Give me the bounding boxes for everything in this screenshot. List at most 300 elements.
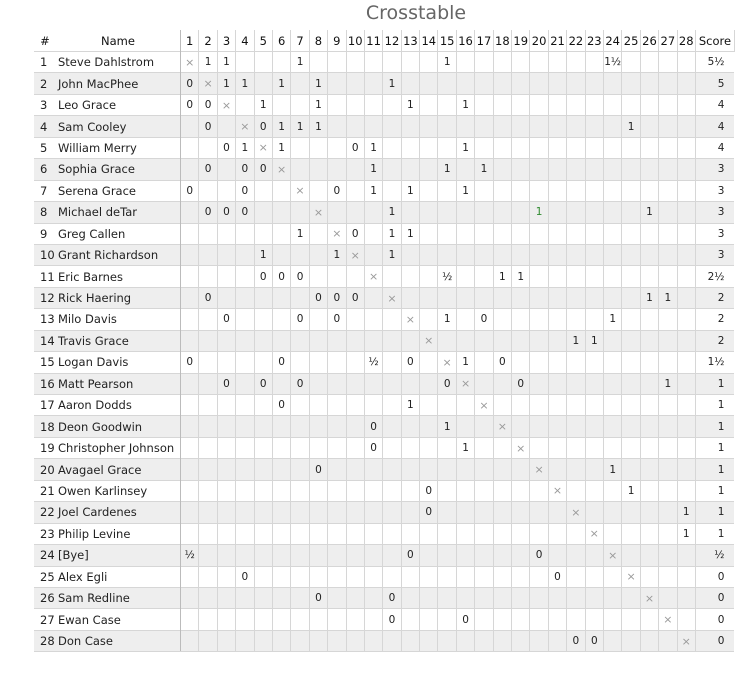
- result-cell: [622, 266, 640, 287]
- player-name[interactable]: Serena Grace: [56, 180, 181, 201]
- result-cell: [677, 223, 695, 244]
- result-cell: [291, 94, 309, 115]
- result-cell: [548, 437, 566, 458]
- result-cell: 0: [236, 180, 254, 201]
- result-cell: [328, 159, 346, 180]
- table-row: [34, 437, 734, 458]
- result-cell: [328, 330, 346, 351]
- result-cell: [383, 566, 401, 587]
- result-cell: [585, 137, 603, 158]
- result-cell: [603, 330, 621, 351]
- result-cell: [622, 52, 640, 73]
- result-cell: 0: [585, 630, 603, 651]
- result-cell: [640, 609, 658, 630]
- result-cell: [420, 373, 438, 394]
- result-cell: [548, 502, 566, 523]
- result-cell: [622, 523, 640, 544]
- result-cell: ×: [309, 202, 327, 223]
- result-cell: [364, 309, 382, 330]
- result-cell: [603, 437, 621, 458]
- result-cell: [677, 266, 695, 287]
- result-cell: [181, 416, 199, 437]
- result-cell: [328, 373, 346, 394]
- result-cell: [640, 244, 658, 265]
- result-cell: [493, 437, 511, 458]
- result-cell: [475, 437, 493, 458]
- result-cell: ×: [659, 609, 677, 630]
- header-col-3: 3: [217, 30, 235, 52]
- result-cell: [530, 223, 548, 244]
- player-number: 5: [34, 137, 56, 158]
- result-cell: [420, 73, 438, 94]
- result-cell: [309, 52, 327, 73]
- result-cell: [603, 94, 621, 115]
- result-cell: [364, 630, 382, 651]
- result-cell: [548, 395, 566, 416]
- result-cell: 0: [236, 202, 254, 223]
- player-name[interactable]: William Merry: [56, 137, 181, 158]
- result-cell: [530, 587, 548, 608]
- result-cell: [640, 180, 658, 201]
- result-cell: [622, 94, 640, 115]
- result-cell: [364, 202, 382, 223]
- player-name[interactable]: Rick Haering: [56, 287, 181, 308]
- result-cell: ×: [493, 416, 511, 437]
- player-name[interactable]: Don Case: [56, 630, 181, 651]
- result-cell: [456, 480, 474, 501]
- result-cell: [640, 159, 658, 180]
- result-cell: [199, 566, 217, 587]
- result-cell: [217, 416, 235, 437]
- result-cell: [677, 52, 695, 73]
- result-cell: [199, 352, 217, 373]
- result-cell: [548, 330, 566, 351]
- result-cell: [438, 94, 456, 115]
- player-name[interactable]: Matt Pearson: [56, 373, 181, 394]
- result-cell: [456, 116, 474, 137]
- player-score: 5½: [695, 52, 734, 73]
- result-cell: [585, 223, 603, 244]
- result-cell: [512, 523, 530, 544]
- player-name[interactable]: Ewan Case: [56, 609, 181, 630]
- result-cell: [659, 266, 677, 287]
- result-cell: 0: [181, 352, 199, 373]
- result-cell: [328, 502, 346, 523]
- player-name[interactable]: Alex Egli: [56, 566, 181, 587]
- header-col-11: 11: [364, 30, 382, 52]
- header-col-20: 20: [530, 30, 548, 52]
- result-cell: [364, 330, 382, 351]
- player-name[interactable]: Owen Karlinsey: [56, 480, 181, 501]
- result-cell: [217, 116, 235, 137]
- result-cell: [659, 202, 677, 223]
- result-cell: 0: [309, 459, 327, 480]
- result-cell: [438, 73, 456, 94]
- result-cell: [622, 287, 640, 308]
- result-cell: [530, 416, 548, 437]
- result-cell: [217, 437, 235, 458]
- result-cell: [272, 502, 290, 523]
- result-cell: [217, 330, 235, 351]
- table-row: [34, 609, 734, 630]
- result-cell: [401, 523, 419, 544]
- result-cell: [512, 566, 530, 587]
- result-cell: [677, 609, 695, 630]
- result-cell: [548, 523, 566, 544]
- result-cell: [346, 94, 364, 115]
- player-name[interactable]: Eric Barnes: [56, 266, 181, 287]
- page-title: Crosstable: [365, 2, 467, 24]
- result-cell: [309, 244, 327, 265]
- result-cell: [640, 373, 658, 394]
- player-score: 2: [695, 287, 734, 308]
- result-cell: [585, 180, 603, 201]
- result-cell: 0: [364, 437, 382, 458]
- result-cell: [328, 480, 346, 501]
- result-cell: [383, 52, 401, 73]
- result-cell: [309, 480, 327, 501]
- result-cell: ×: [640, 587, 658, 608]
- result-cell: ½: [438, 266, 456, 287]
- player-name[interactable]: Philip Levine: [56, 523, 181, 544]
- result-cell: [622, 180, 640, 201]
- result-cell: [493, 566, 511, 587]
- result-cell: [603, 137, 621, 158]
- result-cell: 0: [567, 630, 585, 651]
- result-cell: [456, 587, 474, 608]
- result-cell: [567, 395, 585, 416]
- result-cell: [530, 502, 548, 523]
- result-cell: 0: [199, 116, 217, 137]
- result-cell: [659, 630, 677, 651]
- result-cell: [364, 545, 382, 566]
- result-cell: [659, 73, 677, 94]
- result-cell: [217, 266, 235, 287]
- player-name[interactable]: Greg Callen: [56, 223, 181, 244]
- result-cell: 1: [603, 459, 621, 480]
- result-cell: [475, 373, 493, 394]
- result-cell: [585, 437, 603, 458]
- result-cell: [328, 609, 346, 630]
- table-row: [34, 352, 734, 373]
- result-cell: [512, 416, 530, 437]
- result-cell: [456, 287, 474, 308]
- result-cell: 1: [272, 73, 290, 94]
- result-cell: [567, 287, 585, 308]
- table-row: [34, 416, 734, 437]
- result-cell: [530, 330, 548, 351]
- result-cell: [622, 545, 640, 566]
- result-cell: [603, 159, 621, 180]
- result-cell: [603, 502, 621, 523]
- result-cell: [659, 566, 677, 587]
- result-cell: [512, 137, 530, 158]
- result-cell: 0: [291, 373, 309, 394]
- player-name[interactable]: Sophia Grace: [56, 159, 181, 180]
- result-cell: [677, 202, 695, 223]
- result-cell: 0: [181, 73, 199, 94]
- result-cell: [420, 587, 438, 608]
- result-cell: [328, 202, 346, 223]
- result-cell: 1: [585, 330, 603, 351]
- result-cell: [456, 309, 474, 330]
- result-cell: [383, 116, 401, 137]
- header-col-13: 13: [401, 30, 419, 52]
- player-name[interactable]: Christopher Johnson: [56, 437, 181, 458]
- result-cell: 0: [309, 587, 327, 608]
- header-col-23: 23: [585, 30, 603, 52]
- player-name[interactable]: Grant Richardson: [56, 244, 181, 265]
- result-cell: [603, 373, 621, 394]
- header-col-22: 22: [567, 30, 585, 52]
- result-cell: [309, 223, 327, 244]
- result-cell: [659, 137, 677, 158]
- result-cell: [346, 437, 364, 458]
- result-cell: [364, 395, 382, 416]
- player-score: 0: [695, 609, 734, 630]
- result-cell: [383, 180, 401, 201]
- player-name[interactable]: Avagael Grace: [56, 459, 181, 480]
- result-cell: [181, 587, 199, 608]
- result-cell: [181, 480, 199, 501]
- result-cell: [346, 73, 364, 94]
- result-cell: [512, 352, 530, 373]
- player-name[interactable]: Sam Cooley: [56, 116, 181, 137]
- player-number: 26: [34, 587, 56, 608]
- result-cell: [659, 502, 677, 523]
- result-cell: [640, 502, 658, 523]
- result-cell: [364, 566, 382, 587]
- result-cell: 1: [364, 137, 382, 158]
- result-cell: [199, 630, 217, 651]
- result-cell: [677, 352, 695, 373]
- result-cell: [567, 202, 585, 223]
- result-cell: 1: [475, 159, 493, 180]
- result-cell: [254, 309, 272, 330]
- result-cell: [548, 630, 566, 651]
- result-cell: [346, 159, 364, 180]
- header-col-15: 15: [438, 30, 456, 52]
- player-name[interactable]: Milo Davis: [56, 309, 181, 330]
- result-cell: [291, 395, 309, 416]
- result-cell: [622, 352, 640, 373]
- player-number: 15: [34, 352, 56, 373]
- player-name[interactable]: Deon Goodwin: [56, 416, 181, 437]
- result-cell: [346, 395, 364, 416]
- result-cell: 1: [254, 244, 272, 265]
- result-cell: [585, 502, 603, 523]
- result-cell: [364, 73, 382, 94]
- result-cell: 1: [364, 180, 382, 201]
- result-cell: [512, 94, 530, 115]
- player-name[interactable]: Sam Redline: [56, 587, 181, 608]
- result-cell: [567, 73, 585, 94]
- result-cell: [383, 416, 401, 437]
- result-cell: [475, 630, 493, 651]
- result-cell: [640, 266, 658, 287]
- result-cell: [346, 116, 364, 137]
- result-cell: [420, 566, 438, 587]
- result-cell: 0: [328, 287, 346, 308]
- result-cell: [622, 609, 640, 630]
- result-cell: ½: [181, 545, 199, 566]
- result-cell: [364, 94, 382, 115]
- result-cell: [272, 609, 290, 630]
- result-cell: [236, 502, 254, 523]
- result-cell: [346, 459, 364, 480]
- result-cell: 0: [181, 94, 199, 115]
- result-cell: [272, 223, 290, 244]
- result-cell: 1½: [603, 52, 621, 73]
- result-cell: [328, 94, 346, 115]
- result-cell: [383, 159, 401, 180]
- result-cell: [272, 202, 290, 223]
- result-cell: [217, 244, 235, 265]
- player-number: 9: [34, 223, 56, 244]
- result-cell: 0: [254, 373, 272, 394]
- result-cell: 1: [401, 180, 419, 201]
- result-cell: 1: [217, 73, 235, 94]
- player-name[interactable]: Aaron Dodds: [56, 395, 181, 416]
- result-cell: [181, 437, 199, 458]
- result-cell: [254, 180, 272, 201]
- result-cell: [364, 52, 382, 73]
- result-cell: [181, 116, 199, 137]
- player-name[interactable]: Logan Davis: [56, 352, 181, 373]
- crosstable: [34, 30, 735, 652]
- result-cell: [659, 244, 677, 265]
- result-cell: [217, 287, 235, 308]
- result-cell: [585, 287, 603, 308]
- player-name[interactable]: Michael deTar: [56, 202, 181, 223]
- player-number: 11: [34, 266, 56, 287]
- result-cell: [401, 480, 419, 501]
- result-cell: [640, 437, 658, 458]
- result-cell: [456, 159, 474, 180]
- player-name[interactable]: [Bye]: [56, 545, 181, 566]
- player-name[interactable]: Leo Grace: [56, 94, 181, 115]
- result-cell: [346, 352, 364, 373]
- result-cell: ×: [401, 309, 419, 330]
- result-cell: [567, 244, 585, 265]
- result-cell: 0: [346, 137, 364, 158]
- player-number: 2: [34, 73, 56, 94]
- result-cell: [236, 309, 254, 330]
- result-cell: [401, 137, 419, 158]
- header-number: #: [40, 33, 50, 48]
- result-cell: 0: [438, 373, 456, 394]
- result-cell: [199, 545, 217, 566]
- result-cell: [236, 587, 254, 608]
- result-cell: [346, 609, 364, 630]
- result-cell: [328, 116, 346, 137]
- result-cell: 1: [401, 395, 419, 416]
- result-cell: [475, 94, 493, 115]
- result-cell: [254, 502, 272, 523]
- result-cell: [254, 545, 272, 566]
- result-cell: [254, 609, 272, 630]
- header-col-28: 28: [677, 30, 695, 52]
- player-name[interactable]: John MacPhee: [56, 73, 181, 94]
- header-col-17: 17: [475, 30, 493, 52]
- result-cell: [401, 287, 419, 308]
- result-cell: [438, 609, 456, 630]
- result-cell: [493, 137, 511, 158]
- result-cell: [493, 587, 511, 608]
- player-name[interactable]: Steve Dahlstrom: [56, 52, 181, 73]
- result-cell: [603, 73, 621, 94]
- result-cell: [548, 609, 566, 630]
- result-cell: [383, 373, 401, 394]
- result-cell: [309, 137, 327, 158]
- result-cell: [401, 609, 419, 630]
- result-cell: [420, 459, 438, 480]
- result-cell: 1: [456, 94, 474, 115]
- result-cell: [548, 545, 566, 566]
- result-cell: 1: [456, 437, 474, 458]
- result-cell: [585, 609, 603, 630]
- result-cell: [438, 630, 456, 651]
- result-cell: [585, 480, 603, 501]
- result-cell: [291, 416, 309, 437]
- header-col-2: 2: [199, 30, 217, 52]
- result-cell: [659, 545, 677, 566]
- result-cell: [346, 330, 364, 351]
- player-number: 25: [34, 566, 56, 587]
- result-cell: [475, 352, 493, 373]
- header-col-10: 10: [346, 30, 364, 52]
- header-col-19: 19: [512, 30, 530, 52]
- player-number: 3: [34, 94, 56, 115]
- result-cell: [493, 545, 511, 566]
- result-cell: [217, 523, 235, 544]
- result-cell: [530, 609, 548, 630]
- result-cell: [585, 73, 603, 94]
- result-cell: 1: [236, 137, 254, 158]
- result-cell: [622, 309, 640, 330]
- result-cell: [236, 395, 254, 416]
- result-cell: 0: [328, 180, 346, 201]
- player-number: 23: [34, 523, 56, 544]
- result-cell: 0: [475, 309, 493, 330]
- result-cell: [420, 137, 438, 158]
- result-cell: [401, 502, 419, 523]
- result-cell: [291, 609, 309, 630]
- result-cell: [309, 159, 327, 180]
- result-cell: [640, 116, 658, 137]
- result-cell: [217, 223, 235, 244]
- result-cell: [309, 416, 327, 437]
- result-cell: [567, 416, 585, 437]
- result-cell: [659, 94, 677, 115]
- result-cell: [328, 395, 346, 416]
- result-cell: [493, 223, 511, 244]
- result-cell: [438, 180, 456, 201]
- result-cell: [199, 373, 217, 394]
- result-cell: [475, 523, 493, 544]
- result-cell: [548, 202, 566, 223]
- result-cell: [475, 459, 493, 480]
- result-cell: [677, 180, 695, 201]
- player-name[interactable]: Travis Grace: [56, 330, 181, 351]
- result-cell: [677, 545, 695, 566]
- result-cell: 0: [328, 309, 346, 330]
- result-cell: [383, 395, 401, 416]
- result-cell: [346, 202, 364, 223]
- player-name[interactable]: Joel Cardenes: [56, 502, 181, 523]
- result-cell: [603, 416, 621, 437]
- result-cell: [677, 137, 695, 158]
